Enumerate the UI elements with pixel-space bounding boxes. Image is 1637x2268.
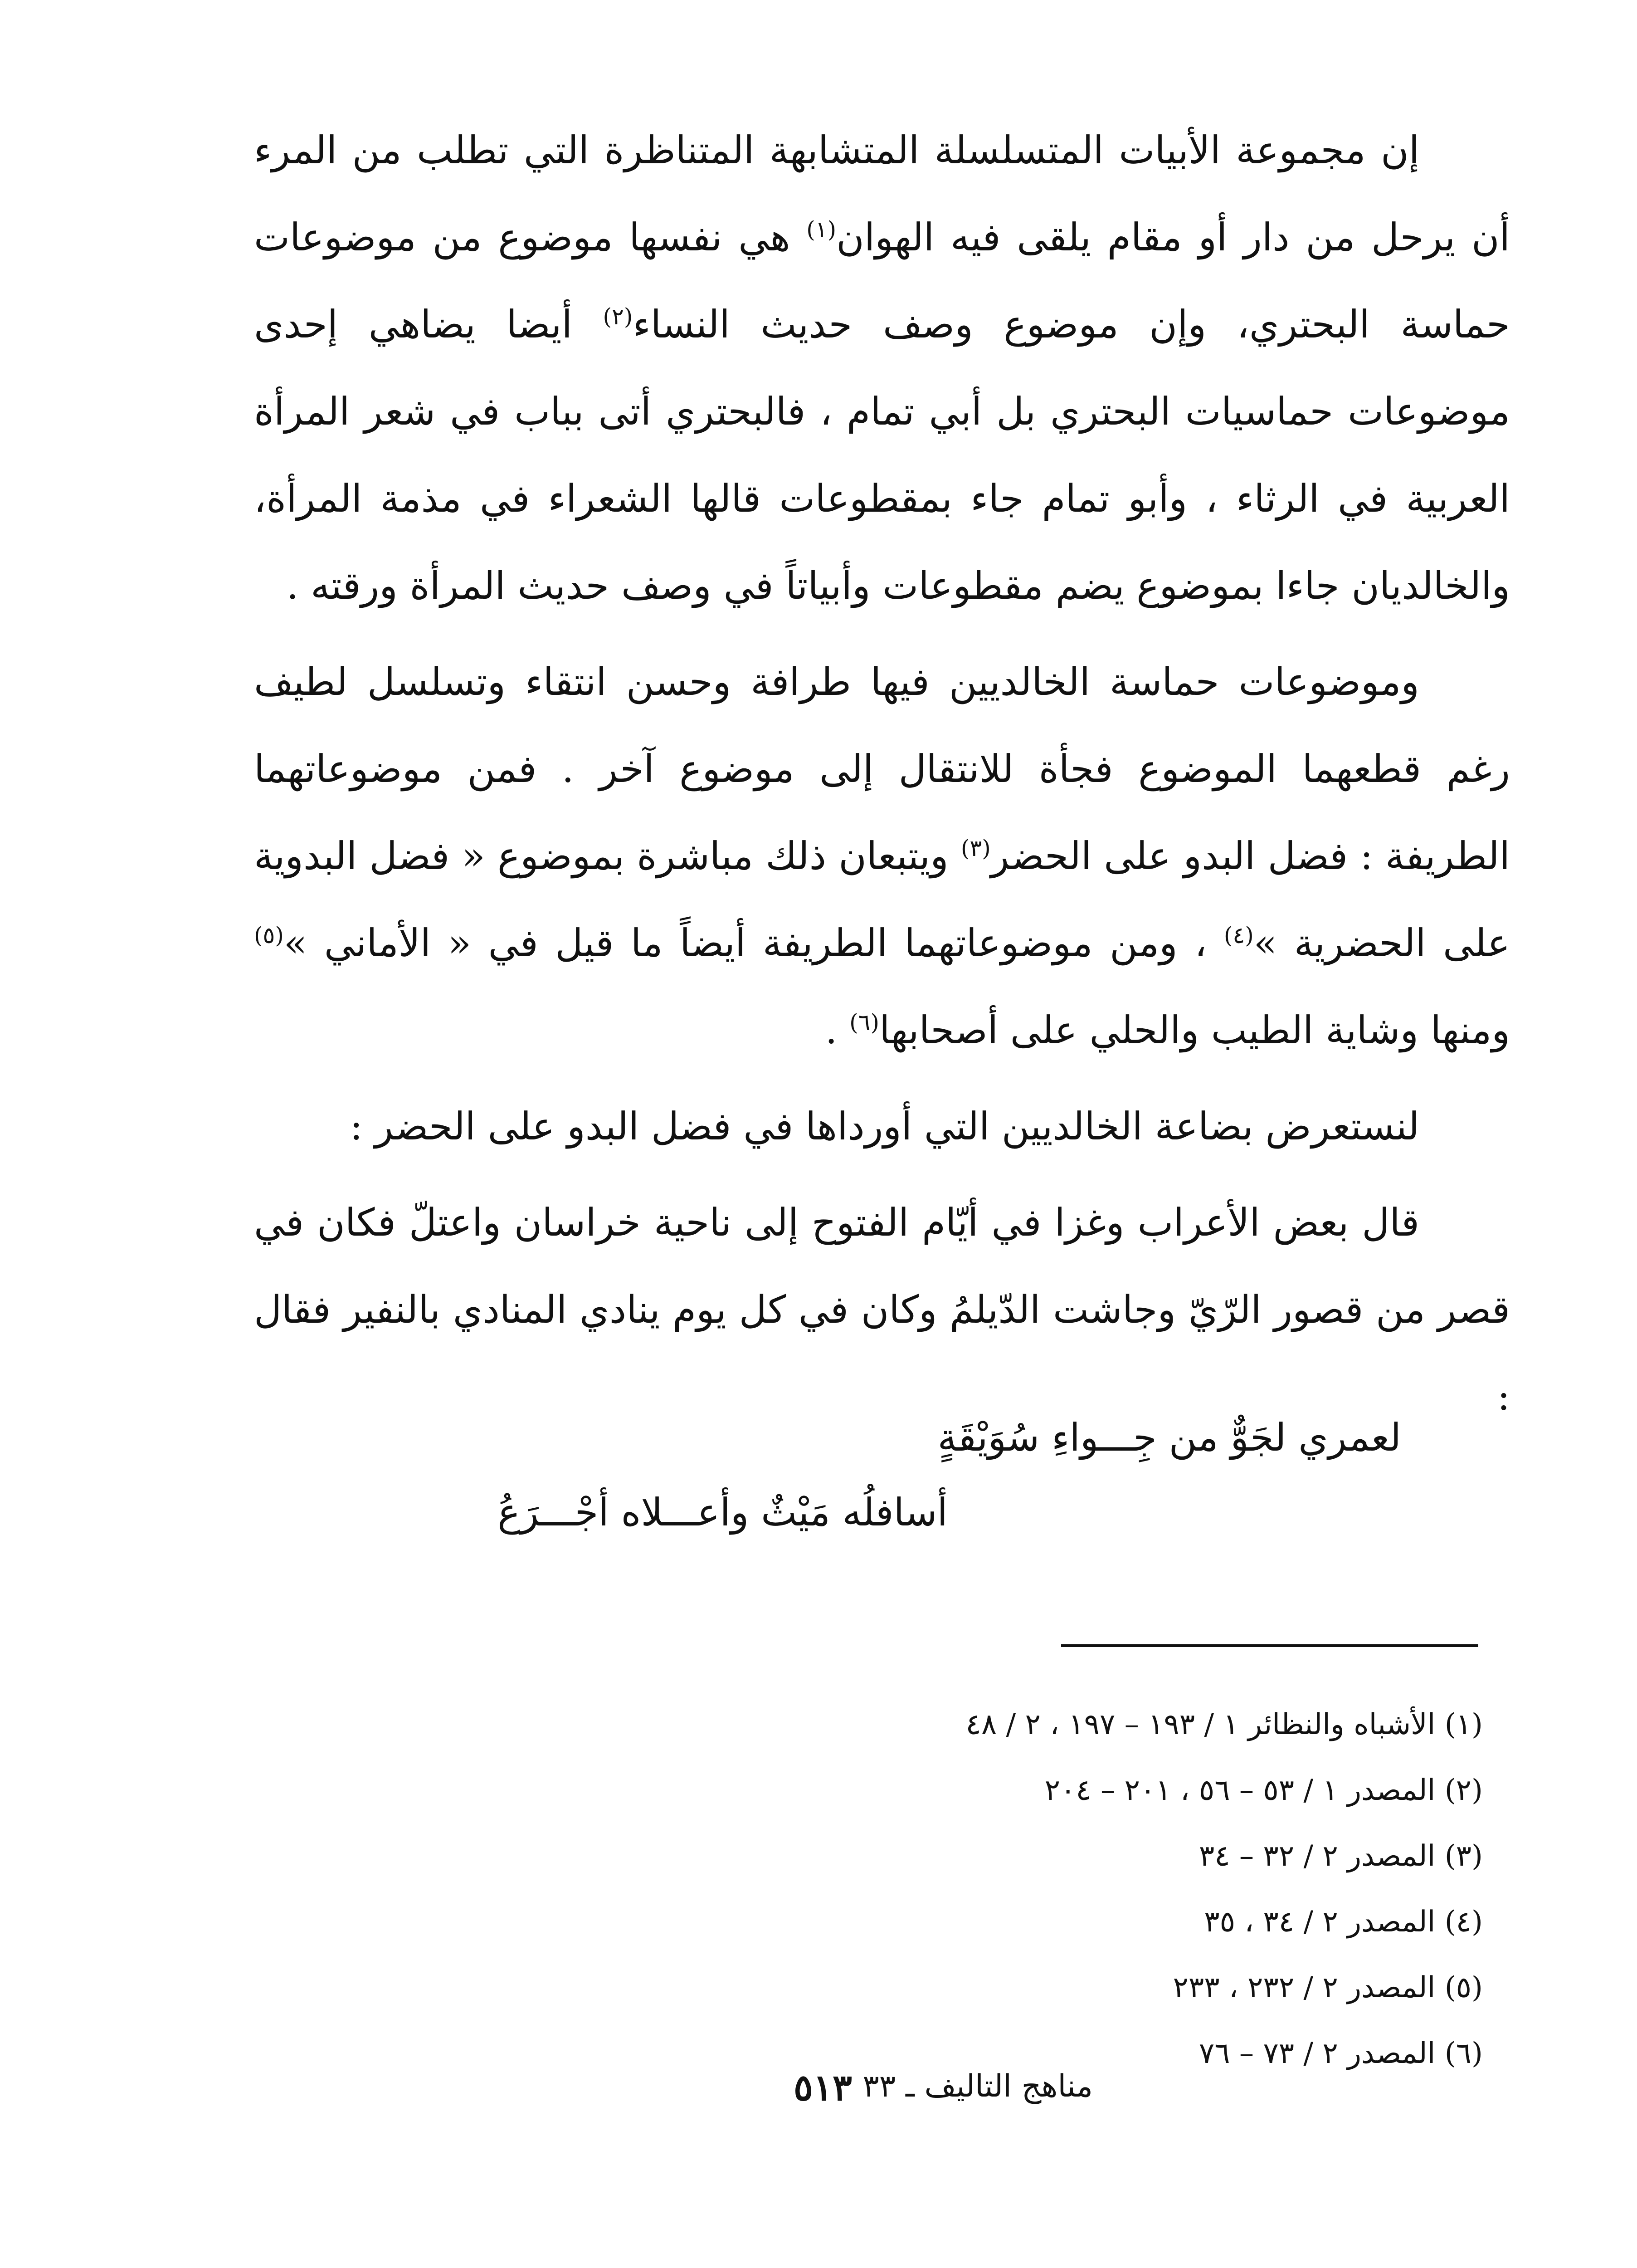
paragraph-text: ومنها وشاية الطيب والحلي على أصحابها	[879, 1008, 1510, 1052]
footnote-4: (٤) المصدر ٢ / ٣٤ ، ٣٥	[1204, 1905, 1483, 1939]
footnote-3: (٣) المصدر ٢ / ٣٢ – ٣٤	[1199, 1839, 1483, 1873]
paragraph-text: ويتبعان ذلك مباشرة بموضوع « فضل البدوية على الحضرية »	[254, 834, 1510, 965]
poem-hemistich-1: لعمري لجَوٌّ من جِـــواءِ سُوَيْقَةٍ	[937, 1415, 1401, 1460]
footnotes	[966, 1692, 1483, 2087]
footnote-5: (٥) المصدر ٢ / ٢٣٢ ، ٢٣٣	[1173, 1971, 1483, 2004]
footnote-2: (٢) المصدر ١ / ٥٣ – ٥٦ ، ٢٠١ – ٢٠٤	[1044, 1774, 1483, 1807]
footnote-ref-2: (٢)	[603, 303, 633, 330]
footnote-6: (٦) المصدر ٢ / ٧٣ – ٧٦	[1199, 2037, 1483, 2070]
paragraph-4	[254, 1179, 1510, 1440]
page-number: ٥١٣	[794, 2066, 852, 2109]
footnote-ref-3: (٣)	[960, 835, 991, 861]
paragraph-text: إن مجموعة الأبيات المتسلسلة المتشابهة المتناظرة التي تطلب من المرء أن يرحل من دار أو مقام يلقى فيه الهوان	[254, 128, 1510, 259]
poem-hemistich-2: أسافلُه مَيْثٌ وأعـــلاه أجْـــرَعُ	[497, 1490, 948, 1535]
footnote-ref-1: (١)	[806, 216, 837, 243]
paragraph-text: لنستعرض بضاعة الخالديين التي أورداها في فضل البدو على الحضر :	[350, 1104, 1419, 1149]
body-text	[254, 107, 1510, 1449]
footnote-divider	[1061, 1644, 1478, 1647]
footnote-ref-6: (٦)	[849, 1009, 879, 1036]
paragraph-1	[254, 107, 1510, 629]
paragraph-text: قال بعض الأعراب وغزا في أيّام الفتوح إلى ناحية خراسان واعتلّ فكان في قصر من قصور الرّيّ وجاشت الدّيلمُ وكان في كل يوم ينادي المنادي بالنفير فقال :	[254, 1200, 1510, 1419]
paragraph-text: أيضا يضاهي إحدى موضوعات حماسيات البحتري بل أبي تمام ، فالبحتري أتى بباب في شعر المرأة العربية في الرثاء ، وأبو تمام جاء بمقطوعات قالها الشعراء في مذمة المرأة، والخالديان جاءا بموضوع يضم مقطوعات وأبياتاً في وصف حديث المرأة ورقته .	[254, 302, 1510, 608]
book-signature: مناهج التاليف ـ ٣٣	[862, 2068, 1093, 2104]
footnote-ref-4: (٤)	[1223, 922, 1254, 948]
paragraph-text: هي نفسها موضوع من موضوعات حماسة البحتري، وإن موضوع وصف حديث النساء	[254, 215, 1510, 347]
paragraph-2	[254, 638, 1510, 1074]
footnote-1: (١) الأشباه والنظائر ١ / ١٩٣ – ١٩٧ ، ٢ / ٤٨	[965, 1708, 1483, 1741]
paragraph-text: وموضوعات حماسة الخالديين فيها طرافة وحسن انتقاء وتسلسل لطيف رغم قطعهما الموضوع فجأة للانتقال إلى موضوع آخر . فمن موضوعاتهما الطريفة : فضل البدو على الحضر	[254, 660, 1510, 878]
paragraph-text: .	[825, 1008, 850, 1052]
paragraph-text: ، ومن موضوعاتهما الطريفة أيضاً ما قيل في « الأماني »	[283, 921, 1224, 965]
paragraph-3	[254, 1083, 1510, 1170]
footnote-ref-5: (٥)	[254, 922, 284, 948]
